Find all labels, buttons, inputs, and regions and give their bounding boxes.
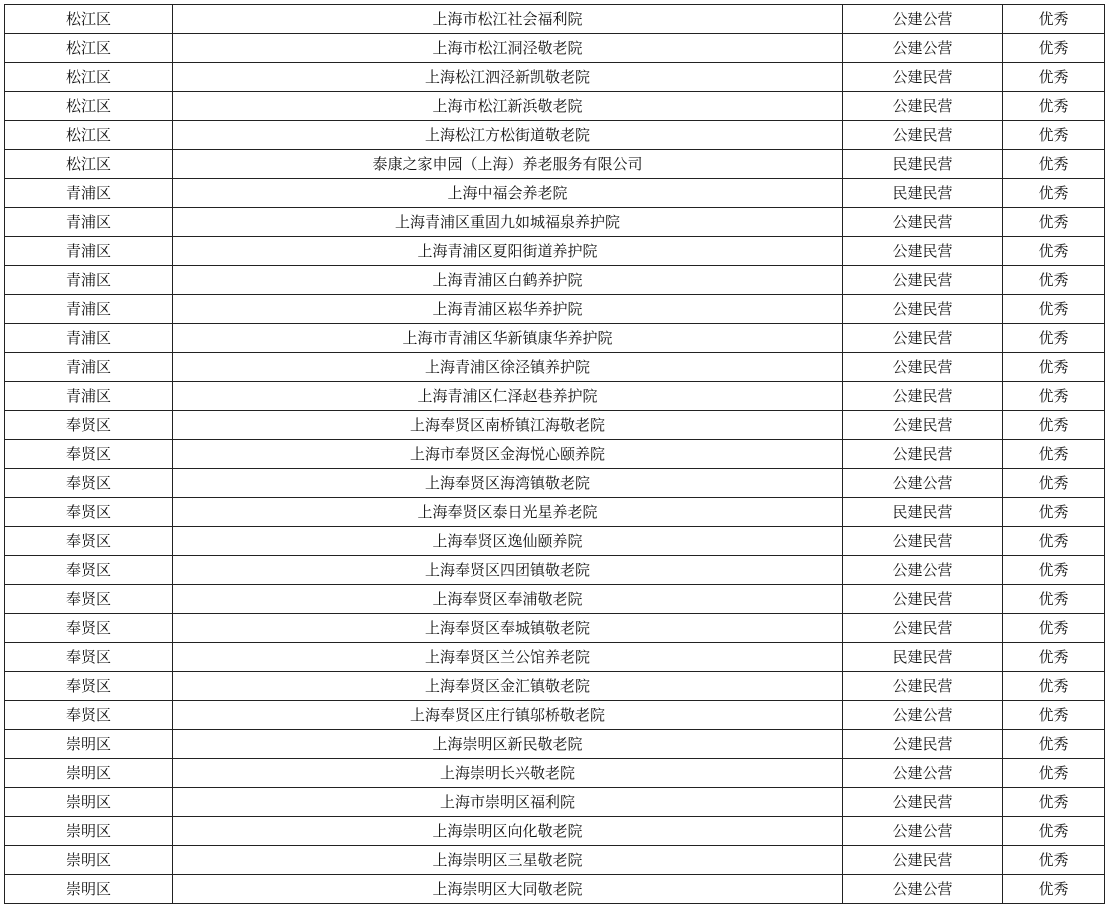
operation-type-cell: 公建民营 (843, 846, 1003, 875)
institution-name-cell: 上海市崇明区福利院 (173, 788, 843, 817)
operation-type-cell: 公建公营 (843, 34, 1003, 63)
table-row (5, 556, 1105, 585)
rating-cell: 优秀 (1003, 411, 1105, 440)
table-row (5, 295, 1105, 324)
institution-name-cell: 上海奉贤区四团镇敬老院 (173, 556, 843, 585)
operation-type-cell: 公建公营 (843, 469, 1003, 498)
rating-cell: 优秀 (1003, 92, 1105, 121)
operation-type-cell: 民建民营 (843, 643, 1003, 672)
institutions-table (4, 4, 1105, 904)
rating-cell: 优秀 (1003, 324, 1105, 353)
operation-type-cell: 公建民营 (843, 63, 1003, 92)
institution-name-cell: 上海奉贤区南桥镇江海敬老院 (173, 411, 843, 440)
district-cell: 松江区 (5, 150, 173, 179)
rating-cell: 优秀 (1003, 875, 1105, 904)
rating-cell: 优秀 (1003, 150, 1105, 179)
table-row (5, 5, 1105, 34)
table-body (5, 5, 1105, 904)
institution-name-cell: 上海奉贤区奉浦敬老院 (173, 585, 843, 614)
district-cell: 崇明区 (5, 875, 173, 904)
table-row (5, 266, 1105, 295)
institution-name-cell: 上海市青浦区华新镇康华养护院 (173, 324, 843, 353)
operation-type-cell: 公建民营 (843, 411, 1003, 440)
rating-cell: 优秀 (1003, 237, 1105, 266)
institution-name-cell: 上海奉贤区庄行镇邬桥敬老院 (173, 701, 843, 730)
table-row (5, 585, 1105, 614)
table-row (5, 759, 1105, 788)
rating-cell: 优秀 (1003, 643, 1105, 672)
institution-name-cell: 上海青浦区仁泽赵巷养护院 (173, 382, 843, 411)
district-cell: 松江区 (5, 121, 173, 150)
operation-type-cell: 公建民营 (843, 440, 1003, 469)
operation-type-cell: 公建公营 (843, 875, 1003, 904)
institution-name-cell: 上海市松江社会福利院 (173, 5, 843, 34)
operation-type-cell: 民建民营 (843, 498, 1003, 527)
institution-name-cell: 上海中福会养老院 (173, 179, 843, 208)
district-cell: 青浦区 (5, 324, 173, 353)
operation-type-cell: 公建民营 (843, 92, 1003, 121)
district-cell: 奉贤区 (5, 498, 173, 527)
institutions-table-container (4, 4, 1104, 904)
rating-cell: 优秀 (1003, 730, 1105, 759)
institution-name-cell: 上海市奉贤区金海悦心颐养院 (173, 440, 843, 469)
rating-cell: 优秀 (1003, 498, 1105, 527)
operation-type-cell: 公建公营 (843, 759, 1003, 788)
rating-cell: 优秀 (1003, 788, 1105, 817)
table-row (5, 382, 1105, 411)
rating-cell: 优秀 (1003, 759, 1105, 788)
operation-type-cell: 公建民营 (843, 382, 1003, 411)
district-cell: 松江区 (5, 63, 173, 92)
operation-type-cell: 公建公营 (843, 5, 1003, 34)
table-row (5, 469, 1105, 498)
institution-name-cell: 上海松江泗泾新凯敬老院 (173, 63, 843, 92)
operation-type-cell: 公建民营 (843, 585, 1003, 614)
institution-name-cell: 上海青浦区白鹤养护院 (173, 266, 843, 295)
rating-cell: 优秀 (1003, 179, 1105, 208)
district-cell: 奉贤区 (5, 672, 173, 701)
rating-cell: 优秀 (1003, 556, 1105, 585)
institution-name-cell: 上海青浦区徐泾镇养护院 (173, 353, 843, 382)
operation-type-cell: 公建民营 (843, 672, 1003, 701)
table-row (5, 730, 1105, 759)
district-cell: 崇明区 (5, 759, 173, 788)
institution-name-cell: 上海奉贤区逸仙颐养院 (173, 527, 843, 556)
operation-type-cell: 公建民营 (843, 324, 1003, 353)
operation-type-cell: 公建民营 (843, 237, 1003, 266)
table-row (5, 440, 1105, 469)
district-cell: 青浦区 (5, 179, 173, 208)
district-cell: 青浦区 (5, 382, 173, 411)
institution-name-cell: 上海市松江新浜敬老院 (173, 92, 843, 121)
district-cell: 青浦区 (5, 266, 173, 295)
operation-type-cell: 民建民营 (843, 150, 1003, 179)
rating-cell: 优秀 (1003, 34, 1105, 63)
table-row (5, 672, 1105, 701)
institution-name-cell: 上海奉贤区海湾镇敬老院 (173, 469, 843, 498)
table-row (5, 411, 1105, 440)
institution-name-cell: 上海奉贤区金汇镇敬老院 (173, 672, 843, 701)
district-cell: 崇明区 (5, 817, 173, 846)
rating-cell: 优秀 (1003, 5, 1105, 34)
table-row (5, 237, 1105, 266)
table-row (5, 701, 1105, 730)
table-row (5, 179, 1105, 208)
district-cell: 青浦区 (5, 208, 173, 237)
table-row (5, 846, 1105, 875)
operation-type-cell: 公建民营 (843, 295, 1003, 324)
rating-cell: 优秀 (1003, 585, 1105, 614)
institution-name-cell: 上海崇明区向化敬老院 (173, 817, 843, 846)
table-row (5, 324, 1105, 353)
table-row (5, 353, 1105, 382)
district-cell: 崇明区 (5, 846, 173, 875)
rating-cell: 优秀 (1003, 672, 1105, 701)
institution-name-cell: 上海崇明区三星敬老院 (173, 846, 843, 875)
table-row (5, 150, 1105, 179)
district-cell: 松江区 (5, 34, 173, 63)
rating-cell: 优秀 (1003, 266, 1105, 295)
table-row (5, 817, 1105, 846)
table-row (5, 92, 1105, 121)
operation-type-cell: 公建民营 (843, 353, 1003, 382)
operation-type-cell: 公建民营 (843, 788, 1003, 817)
rating-cell: 优秀 (1003, 440, 1105, 469)
operation-type-cell: 公建公营 (843, 701, 1003, 730)
rating-cell: 优秀 (1003, 121, 1105, 150)
district-cell: 奉贤区 (5, 643, 173, 672)
district-cell: 松江区 (5, 92, 173, 121)
rating-cell: 优秀 (1003, 63, 1105, 92)
operation-type-cell: 公建公营 (843, 556, 1003, 585)
table-row (5, 643, 1105, 672)
district-cell: 青浦区 (5, 237, 173, 266)
table-row (5, 788, 1105, 817)
district-cell: 崇明区 (5, 788, 173, 817)
district-cell: 奉贤区 (5, 411, 173, 440)
table-row (5, 527, 1105, 556)
institution-name-cell: 上海青浦区崧华养护院 (173, 295, 843, 324)
district-cell: 青浦区 (5, 353, 173, 382)
table-row (5, 614, 1105, 643)
institution-name-cell: 上海崇明区新民敬老院 (173, 730, 843, 759)
district-cell: 奉贤区 (5, 556, 173, 585)
district-cell: 奉贤区 (5, 701, 173, 730)
rating-cell: 优秀 (1003, 382, 1105, 411)
operation-type-cell: 公建民营 (843, 527, 1003, 556)
table-row (5, 875, 1105, 904)
table-row (5, 34, 1105, 63)
district-cell: 奉贤区 (5, 585, 173, 614)
operation-type-cell: 公建民营 (843, 730, 1003, 759)
district-cell: 奉贤区 (5, 527, 173, 556)
operation-type-cell: 民建民营 (843, 179, 1003, 208)
operation-type-cell: 公建民营 (843, 614, 1003, 643)
rating-cell: 优秀 (1003, 614, 1105, 643)
rating-cell: 优秀 (1003, 817, 1105, 846)
operation-type-cell: 公建民营 (843, 266, 1003, 295)
table-row (5, 121, 1105, 150)
rating-cell: 优秀 (1003, 527, 1105, 556)
table-row (5, 498, 1105, 527)
operation-type-cell: 公建民营 (843, 121, 1003, 150)
operation-type-cell: 公建民营 (843, 208, 1003, 237)
table-row (5, 208, 1105, 237)
district-cell: 奉贤区 (5, 614, 173, 643)
district-cell: 奉贤区 (5, 469, 173, 498)
institution-name-cell: 上海奉贤区兰公馆养老院 (173, 643, 843, 672)
rating-cell: 优秀 (1003, 353, 1105, 382)
institution-name-cell: 上海崇明长兴敬老院 (173, 759, 843, 788)
operation-type-cell: 公建公营 (843, 817, 1003, 846)
district-cell: 崇明区 (5, 730, 173, 759)
institution-name-cell: 上海青浦区夏阳街道养护院 (173, 237, 843, 266)
rating-cell: 优秀 (1003, 469, 1105, 498)
institution-name-cell: 上海松江方松街道敬老院 (173, 121, 843, 150)
institution-name-cell: 上海奉贤区泰日光星养老院 (173, 498, 843, 527)
table-row (5, 63, 1105, 92)
institution-name-cell: 上海崇明区大同敬老院 (173, 875, 843, 904)
rating-cell: 优秀 (1003, 208, 1105, 237)
institution-name-cell: 上海市松江洞泾敬老院 (173, 34, 843, 63)
district-cell: 松江区 (5, 5, 173, 34)
district-cell: 青浦区 (5, 295, 173, 324)
institution-name-cell: 泰康之家申园（上海）养老服务有限公司 (173, 150, 843, 179)
rating-cell: 优秀 (1003, 295, 1105, 324)
district-cell: 奉贤区 (5, 440, 173, 469)
institution-name-cell: 上海奉贤区奉城镇敬老院 (173, 614, 843, 643)
rating-cell: 优秀 (1003, 846, 1105, 875)
institution-name-cell: 上海青浦区重固九如城福泉养护院 (173, 208, 843, 237)
rating-cell: 优秀 (1003, 701, 1105, 730)
